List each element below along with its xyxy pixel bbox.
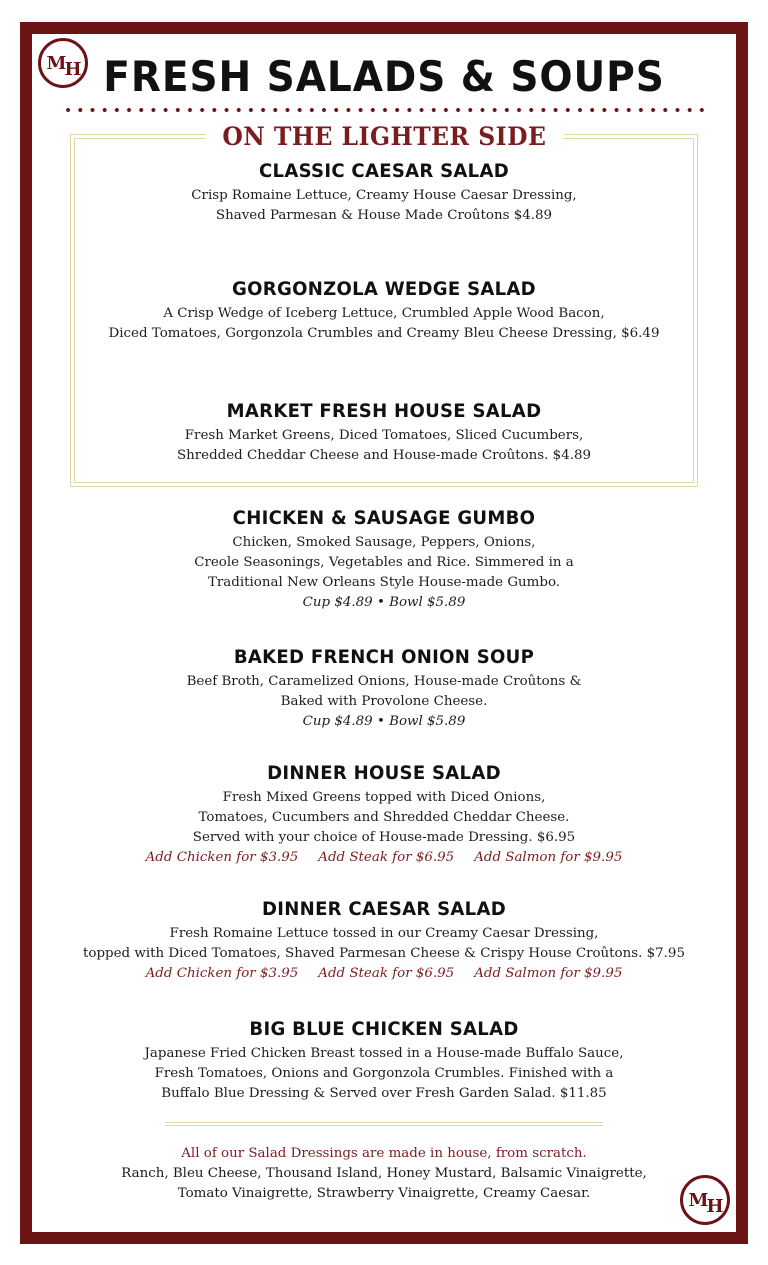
item-desc-line: Crisp Romaine Lettuce, Creamy House Caesar Dressing, bbox=[191, 188, 577, 203]
item-name: CHICKEN & SAUSAGE GUMBO bbox=[232, 507, 536, 529]
item-desc-line: Diced Tomatoes, Gorgonzola Crumbles and Creamy Bleu Cheese Dressing, $6.49 bbox=[108, 326, 660, 341]
item-desc-line: Buffalo Blue Dressing & Served over Fresh Garden Salad. $11.85 bbox=[161, 1086, 607, 1101]
menu-item bbox=[60, 278, 708, 344]
item-name: BIG BLUE CHICKEN SALAD bbox=[249, 1018, 519, 1040]
menu-item bbox=[60, 898, 708, 984]
addon-salmon: Add Salmon for $9.95 bbox=[474, 966, 623, 981]
item-name: BAKED FRENCH ONION SOUP bbox=[233, 646, 535, 668]
menu-item bbox=[60, 646, 708, 732]
logo-letter-h: H bbox=[706, 1195, 722, 1217]
logo-letter-h: H bbox=[64, 58, 80, 80]
item-desc-line: Fresh Romaine Lettuce tossed in our Creamy Caesar Dressing, bbox=[169, 926, 599, 941]
footer-divider bbox=[165, 1122, 603, 1126]
addon-salmon: Add Salmon for $9.95 bbox=[474, 850, 623, 865]
item-desc-line: Beef Broth, Caramelized Onions, House-made Croûtons & bbox=[186, 674, 582, 689]
item-desc-line: Fresh Mixed Greens topped with Diced Onions, bbox=[222, 790, 546, 805]
item-desc-line: Shaved Parmesan & House Made Croûtons $4.89 bbox=[215, 208, 553, 223]
item-name: CLASSIC CAESAR SALAD bbox=[259, 160, 509, 182]
addon-options bbox=[60, 964, 708, 984]
menu-item bbox=[60, 1018, 708, 1104]
logo-letter-m: M bbox=[688, 1189, 707, 1211]
dressings-highlight: All of our Salad Dressings are made in house, from scratch. bbox=[181, 1146, 587, 1161]
logo-letter-m: M bbox=[46, 52, 65, 74]
page-title: FRESH SALADS & SOUPS bbox=[103, 52, 665, 101]
addon-steak: Add Steak for $6.95 bbox=[318, 966, 455, 981]
addon-chicken: Add Chicken for $3.95 bbox=[145, 966, 299, 981]
item-price: Cup $4.89 • Bowl $5.89 bbox=[302, 595, 466, 610]
menu-item bbox=[60, 160, 708, 226]
item-price: Cup $4.89 • Bowl $5.89 bbox=[302, 714, 466, 729]
menu-item bbox=[60, 762, 708, 868]
item-name: MARKET FRESH HOUSE SALAD bbox=[226, 400, 542, 422]
menu-item bbox=[60, 507, 708, 613]
item-name: GORGONZOLA WEDGE SALAD bbox=[232, 278, 536, 300]
item-desc-line: Shredded Cheddar Cheese and House-made Croûtons. $4.89 bbox=[176, 448, 592, 463]
item-name: DINNER HOUSE SALAD bbox=[267, 762, 501, 784]
item-desc-line: Baked with Provolone Cheese. bbox=[280, 694, 488, 709]
item-desc-line: Fresh Market Greens, Diced Tomatoes, Sliced Cucumbers, bbox=[184, 428, 584, 443]
dressings-list-line: Ranch, Bleu Cheese, Thousand Island, Honey Mustard, Balsamic Vinaigrette, bbox=[121, 1166, 647, 1181]
menu-item bbox=[60, 400, 708, 466]
dressings-list-line: Tomato Vinaigrette, Strawberry Vinaigrette, Creamy Caesar. bbox=[177, 1186, 591, 1201]
logo-emblem-bottom bbox=[680, 1175, 730, 1225]
item-desc-line: Japanese Fried Chicken Breast tossed in a House-made Buffalo Sauce, bbox=[144, 1046, 624, 1061]
dressings-note bbox=[60, 1144, 708, 1204]
addon-chicken: Add Chicken for $3.95 bbox=[145, 850, 299, 865]
addon-steak: Add Steak for $6.95 bbox=[318, 850, 455, 865]
item-desc-line: Served with your choice of House-made Dressing. $6.95 bbox=[192, 830, 576, 845]
item-desc-line: Traditional New Orleans Style House-made Gumbo. bbox=[207, 575, 561, 590]
item-desc-line: Chicken, Smoked Sausage, Peppers, Onions, bbox=[232, 535, 536, 550]
item-name: DINNER CAESAR SALAD bbox=[262, 898, 506, 920]
item-desc-line: Tomatoes, Cucumbers and Shredded Cheddar Cheese. bbox=[198, 810, 570, 825]
addon-options bbox=[60, 848, 708, 868]
section-subtitle bbox=[0, 122, 768, 151]
subtitle-text: ON THE LIGHTER SIDE bbox=[205, 122, 563, 151]
item-desc-line: Creole Seasonings, Vegetables and Rice. Simmered in a bbox=[194, 555, 574, 570]
item-desc-line: topped with Diced Tomatoes, Shaved Parmesan Cheese & Crispy House Croûtons. $7.95 bbox=[83, 946, 685, 961]
item-desc-line: Fresh Tomatoes, Onions and Gorgonzola Crumbles. Finished with a bbox=[154, 1066, 614, 1081]
item-desc-line: A Crisp Wedge of Iceberg Lettuce, Crumbled Apple Wood Bacon, bbox=[163, 306, 605, 321]
dotted-divider bbox=[62, 107, 710, 113]
